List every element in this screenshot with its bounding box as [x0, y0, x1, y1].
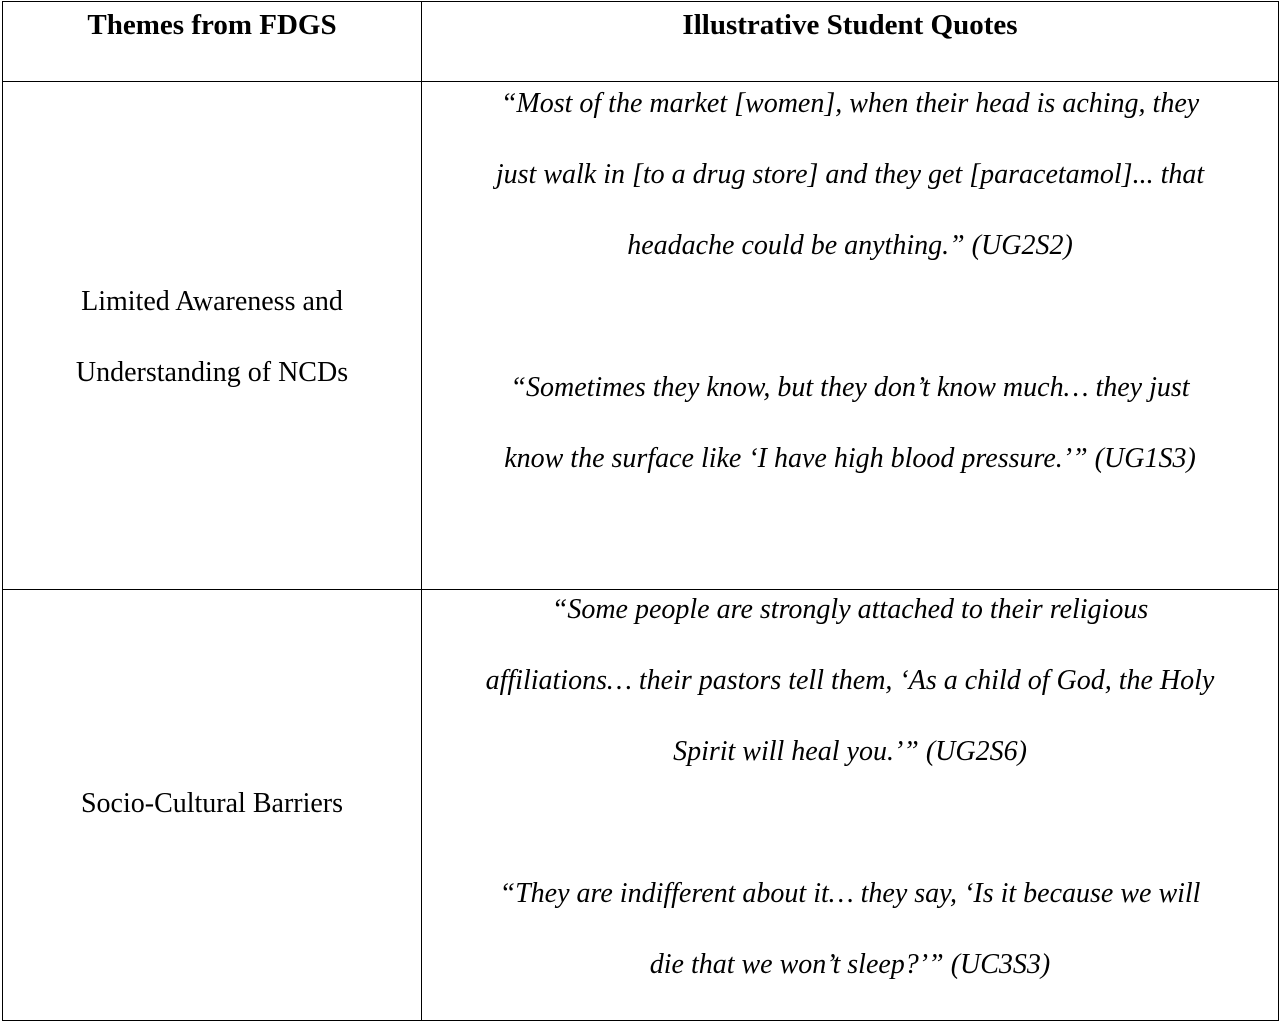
theme-cell — [3, 82, 422, 590]
theme-text-line: Understanding of NCDs — [75, 356, 349, 388]
quote-cell — [422, 82, 1279, 590]
student-quote — [422, 352, 1278, 494]
quote-text-line: affiliations… their pastors tell them, ‘As a child of God, the Holy — [485, 665, 1215, 696]
quote-text-line: just walk in [to a drug store] and they get [paracetamol]... that — [495, 159, 1205, 190]
student-quote — [422, 574, 1278, 787]
quote-text-line: “Most of the market [women], when their head is aching, they — [500, 88, 1200, 119]
themes-quotes-table — [2, 1, 1279, 1021]
theme-text-line: Socio-Cultural Barriers — [80, 787, 344, 819]
quote-cell — [422, 590, 1279, 1021]
theme-text-line: Limited Awareness and — [81, 285, 343, 317]
header-quotes: Illustrative Student Quotes — [422, 2, 1279, 82]
quote-text-line: “Some people are strongly attached to their religious — [551, 594, 1149, 625]
student-quote — [422, 858, 1278, 1000]
table-row — [3, 82, 1279, 590]
quote-text-line: headache could be anything.” (UG2S2) — [627, 230, 1073, 261]
quote-text-line: “Sometimes they know, but they don’t know much… they just — [510, 372, 1190, 403]
quote-text-line: “They are indifferent about it… they say, ‘Is it because we will — [499, 878, 1201, 909]
header-themes: Themes from FDGS — [3, 2, 422, 82]
student-quote — [422, 68, 1278, 281]
quote-text-line: Spirit will heal you.’” (UG2S6) — [673, 736, 1027, 767]
quote-text-line: die that we won’t sleep?’” (UC3S3) — [649, 949, 1051, 980]
table-row — [3, 590, 1279, 1021]
theme-cell — [3, 590, 422, 1021]
quote-text-line: know the surface like ‘I have high blood pressure.’” (UG1S3) — [504, 443, 1196, 474]
